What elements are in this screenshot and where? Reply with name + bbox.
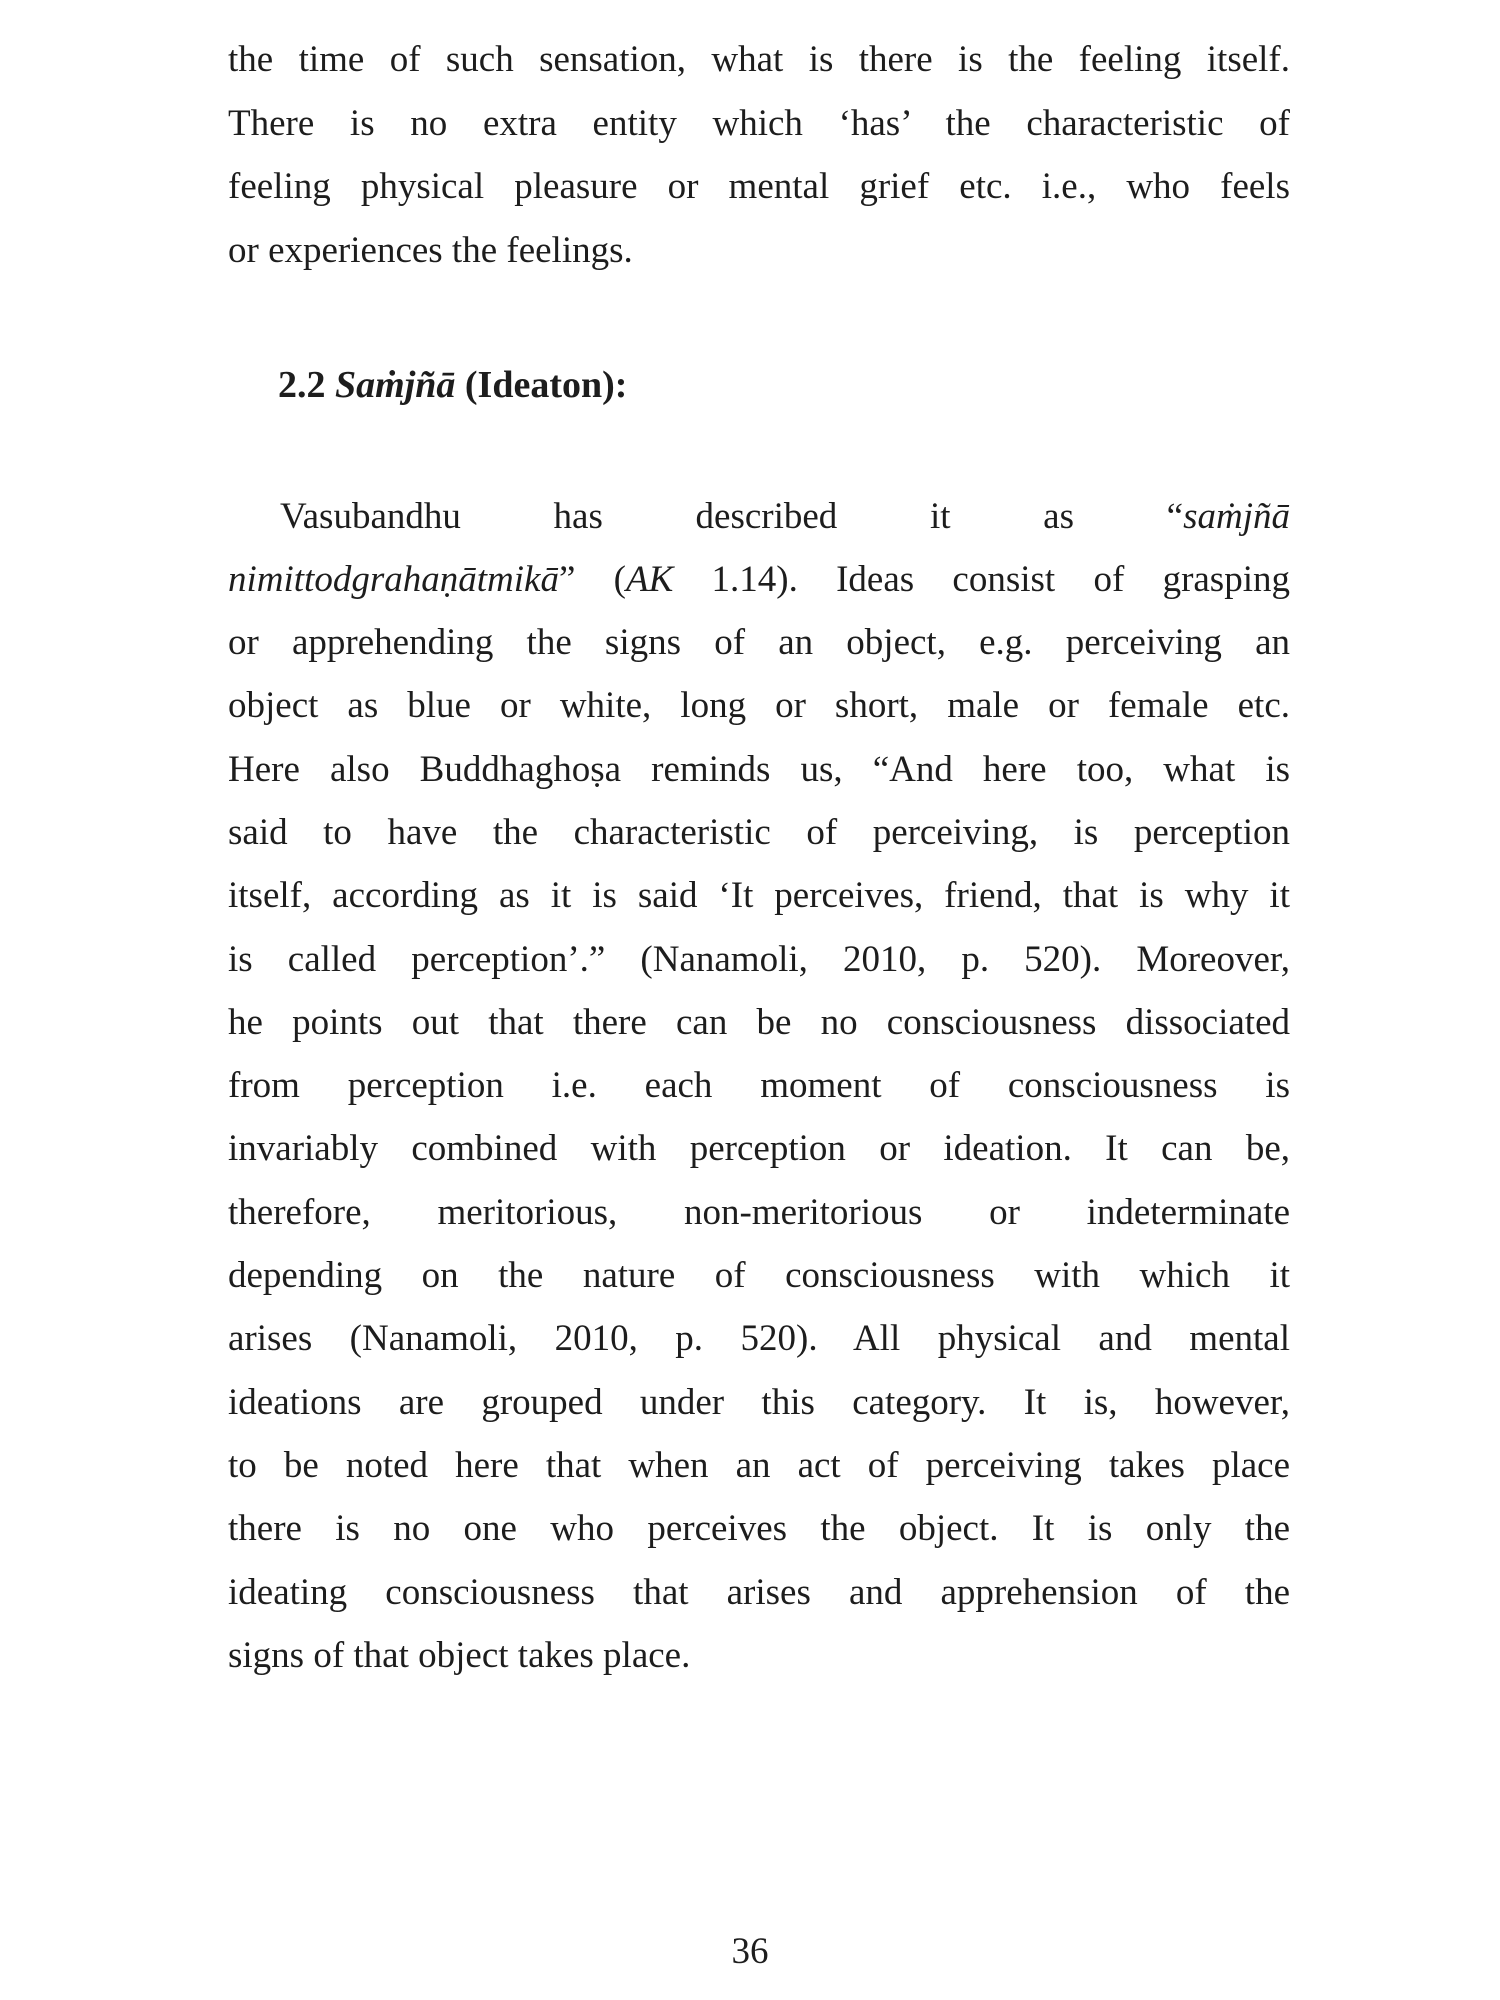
- text-span: ” (: [558, 559, 626, 600]
- text-line: he points out that there can be no consciousness dissociated: [228, 1001, 1290, 1043]
- section-heading: [278, 363, 627, 407]
- text-line: [280, 495, 1290, 539]
- text-line: arises (Nanamoli, 2010, p. 520). All physical and mental: [228, 1318, 1290, 1360]
- abbrev-italic: AK: [625, 559, 674, 600]
- text-line: itself, according as it is said ‘It perceives, friend, that is why it: [228, 875, 1290, 917]
- text-line: Here also Buddhaghoṣa reminds us, “And here too, what is: [228, 748, 1290, 790]
- text-line: is called perception’.” (Nanamoli, 2010, p. 520). Moreover,: [228, 938, 1290, 980]
- term-italic: saṁjñā: [1183, 496, 1290, 537]
- text-span: Vasubandhu has described it as “: [280, 496, 1184, 537]
- text-line: therefore, meritorious, non-meritorious or indeterminate: [228, 1191, 1290, 1233]
- section-term: Saṁjñā: [335, 364, 456, 406]
- section-gloss: (Ideaton):: [464, 364, 628, 406]
- text-line: ideating consciousness that arises and apprehension of the: [228, 1571, 1290, 1613]
- text-line: feeling physical pleasure or mental grief etc. i.e., who feels: [228, 166, 1290, 207]
- page-number: 36: [731, 1931, 769, 1972]
- text-line: There is no extra entity which ‘has’ the characteristic of: [228, 103, 1290, 144]
- text-line: invariably combined with perception or ideation. It can be,: [228, 1128, 1290, 1170]
- text-line: signs of that object takes place.: [228, 1634, 691, 1676]
- text-span: 1.14). Ideas consist of grasping: [673, 559, 1290, 600]
- text-line: depending on the nature of consciousness with which it: [228, 1255, 1290, 1296]
- section-number: 2.2: [278, 364, 326, 406]
- text-line: there is no one who perceives the object. It is only the: [228, 1508, 1290, 1550]
- text-line: from perception i.e. each moment of consciousness is: [228, 1065, 1290, 1107]
- text-line: or experiences the feelings.: [228, 230, 633, 271]
- text-line: said to have the characteristic of perceiving, is perception: [228, 811, 1290, 853]
- text-line: to be noted here that when an act of perceiving takes place: [228, 1444, 1290, 1486]
- term-italic: nimittodgrahaṇātmikā: [228, 559, 559, 600]
- text-line: ideations are grouped under this category. It is, however,: [228, 1381, 1290, 1423]
- text-line: the time of such sensation, what is there is the feeling itself.: [228, 39, 1290, 80]
- text-line: or apprehending the signs of an object, e.g. perceiving an: [228, 622, 1290, 663]
- text-line: object as blue or white, long or short, male or female etc.: [228, 685, 1290, 727]
- text-line: [228, 558, 1290, 602]
